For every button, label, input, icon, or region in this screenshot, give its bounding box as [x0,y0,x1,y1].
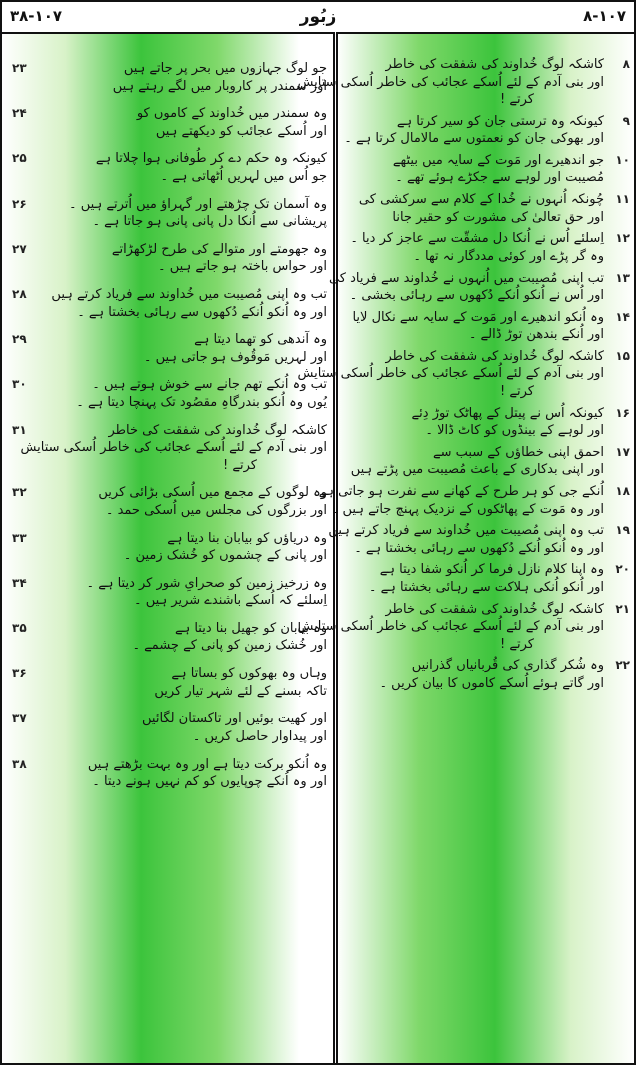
verse-line: کاشکہ لوگ خُداوند کی شفقت کی خاطر [108,422,327,438]
verse-number: ۲۰ [615,562,630,577]
verse-line: جو اُس میں لہریں اُٹھاتی ہے ۔ [160,168,327,184]
verse-line: تب اپنی مُصیبت میں اُنہوں نے خُداوند سے فریاد کی [328,270,604,286]
verse-line: اُنکے جی کو ہر طرح کے کھانے سے نفرت ہو جاتی ہے [318,484,604,499]
verse-line: اور وہ مَوت کے پھاٹکوں کے نزدیک پہنچ جاتے ہیں ۔ [330,501,604,517]
verse-number: ۳۸ [12,756,27,771]
verse-line: وہ شُکر گذاری کی قُربانیاں گذرانیں [411,658,604,674]
verse-line: اور بنی آدم کے لئے اُسکے عجائب کی خاطر اُسکی ستایش [297,619,604,635]
verse-line: وہ آسمان تک چڑھتے اور گہراؤ میں اُترتے ہیں ۔ [69,196,327,212]
verse-line: اور حواس باختہ ہو جاتے ہیں ۔ [158,259,327,275]
verse-number: ۳۶ [12,666,27,681]
left-column [2,32,333,1063]
header-verse-range-left: ۳۸-۱۰۷ [10,7,63,25]
verse-line: کاشکہ لوگ خُداوند کی شفقت کی خاطر [385,601,604,617]
verse-number: ۱۸ [615,484,630,498]
verse-line: اور اُسکے عجائب کو دیکھتے ہیں [155,123,327,139]
verse-line: اور پانی کے چشموں کو خُشک زمین ۔ [123,548,327,563]
verse-line: اور کھیت بوئیں اور تاکستان لگائیں [142,711,327,727]
verse-line: اور لہریں مَوقُوف ہو جاتی ہیں ۔ [143,349,327,365]
verse-number: ۲۲ [615,658,630,673]
verse-line: اور اُنکو اُنکی ہلاکت سے رہائی بخشتا ہے ۔ [368,579,604,595]
verse-number: ۱۴ [615,309,630,324]
verse-line: وہ دریاؤں کو بیابان بنا دیتا ہے [167,530,327,546]
verse-number: ۱۱ [615,192,630,207]
verse-line: اور اپنی بدکاری کے باعث مُصیبت میں پڑتے ہیں [350,462,604,478]
verse-line: اور حق تعالیٰ کی مشورت کو حقیر جانا [392,209,604,225]
page-title: زبُور [299,7,337,27]
verse-number-gutter [608,32,634,1063]
verse-number: ۱۲ [615,231,630,246]
verse-line: وہ اُنکو برکت دیتا ہے اور وہ بہت بڑھتے ہیں [87,756,327,772]
verse-line: تب وہ اپنی مُصیبت میں خُداوند سے فریاد کرتے ہیں [51,287,327,302]
verse-line: وہ اُنکو اندھیرے اور مَوت کے سایہ سے نکال لایا [352,309,604,325]
verse-line: وہ جھومتے اور متوالے کی طرح لڑکھڑاتے [111,241,327,257]
verse-line: اور وہ اُنکو اُنکے دُکھوں سے رہائی بخشتا ہے ۔ [77,304,327,320]
verse-number: ۸ [622,57,630,71]
verse-number: ۲۴ [12,106,27,121]
verse-number: ۱۷ [615,444,630,459]
verse-number: ۲۸ [12,287,27,301]
verse-line: کرتے ! [500,92,534,107]
page-header [2,2,634,34]
verse-line: اور بنی آدم کے لئے اُسکے عجائب کی خاطر اُسکی ستایش [20,440,327,456]
verse-line: اور اُنکے بندھن توڑ ڈالے ۔ [468,327,604,343]
verse-line: کرتے ! [500,383,534,399]
verse-line: وہ لوگوں کے مجمع میں اُسکی بڑائی کریں [98,485,327,501]
verse-line: چُونکہ اُنہوں نے خُدا کے کلام سے سرکشی کی [358,192,604,208]
verse-line: وہ بیابان کو جھیل بنا دیتا ہے [174,620,327,636]
verse-number: ۱۹ [615,523,630,538]
header-verse-range-right: ۸-۱۰۷ [583,7,626,25]
verse-line: تب وہ اپنی مُصیبت میں خُداوند سے فریاد کرتے ہیں [328,523,604,539]
verse-line: یُوں وہ اُنکو بندرگاہِ مقصُود تک پہنچا دیتا ہے ۔ [76,394,327,410]
verse-line: اِسلئے اُس نے اُنکا دل مشقّت سے عاجز کر دیا ۔ [350,231,604,247]
verse-line: وہ سمندر میں خُداوند کے کاموں کو [136,106,327,122]
verse-line: اور بنی آدم کے لئے اُسکے عجائب کی خاطر اُسکی ستایش [297,366,604,382]
verse-line: تب وہ اُنکے تھم جانے سے خوش ہوتے ہیں ۔ [92,377,327,393]
verse-line: احمق اپنی خطاؤں کے سبب سے [432,444,604,460]
verse-line: وہ زرخیز زمین کو صحرایِ شور کر دیتا ہے ۔ [86,575,327,591]
verse-number: ۳۷ [12,711,27,726]
verse-line: کیونکہ وہ ترستی جان کو سیر کرتا ہے [396,113,604,129]
verse-line: جو لوگ جہازوں میں بحر پر جاتے ہیں [123,61,327,76]
right-column [297,32,634,1063]
verse-line: وہاں وہ بھوکوں کو بساتا ہے [171,666,327,682]
verse-line: تاکہ بسنے کے لئے شہر تیار کریں [154,683,327,699]
verse-line: وہ گر پڑے اور کوئی مددگار نہ تھا ۔ [413,248,604,264]
verse-number: ۲۱ [615,601,630,616]
verse-line: وہ آندھی کو تھما دیتا ہے [194,332,327,348]
verse-number: ۲۵ [12,151,27,166]
verse-line: کیونکہ اُس نے پیتل کے پھاٹک توڑ دِئے [411,405,604,421]
verse-number: ۱۵ [615,348,630,363]
verse-number: ۱۶ [615,405,630,420]
verse-line: اور سمندر پر کاروبار میں لگے رہتے ہیں [112,78,327,94]
verse-number: ۳۵ [12,620,27,635]
verse-line: اور اُس نے اُنکو اُنکے دُکھوں سے رہائی بخشی ۔ [349,288,604,303]
verse-line: اور وہ اُنکے چوپایوں کو کم نہیں ہونے دیتا ۔ [92,774,327,789]
verse-line: جو اندھیرے اور مَوت کے سایہ میں بیٹھے [392,152,604,168]
verse-line: کیونکہ وہ حکم دے کر طُوفانی ہوا چلاتا ہے [95,151,327,167]
verse-line: پریشانی سے اُنکا دل پانی پانی ہو جاتا ہے ۔ [92,214,327,230]
verse-line: اور بنی آدم کے لئے اُسکے عجائب کی خاطر اُسکی ستایش [297,74,604,90]
verse-number: ۳۳ [12,530,27,545]
verse-number: ۲۷ [12,241,27,256]
verse-line: کرتے ! [223,457,257,473]
verse-line: اور وہ اُنکو اُنکے دُکھوں سے رہائی بخشتا ہے ۔ [354,540,604,556]
verse-number: ۳۱ [12,422,27,437]
verse-line: وہ اپنا کلام نازل فرما کر اُنکو شفا دیتا ہے [379,562,604,578]
verse-number: ۲۹ [12,332,27,347]
verse-line: کرتے ! [500,636,534,652]
verse-number: ۱۳ [615,270,630,285]
verse-number: ۳۴ [12,575,27,590]
verse-line: اور لوہے کے بینڈوں کو کاٹ ڈالا ۔ [425,423,604,439]
verse-number: ۲۳ [12,61,27,75]
verse-line: اور بزرگوں کی مجلس میں اُسکی حمد ۔ [105,502,327,518]
verse-number: ۳۲ [12,485,27,500]
verse-number: ۲۶ [12,196,27,211]
verse-line: اور پیداوار حاصل کریں ۔ [192,728,327,744]
verse-line: مُصیبت اور لوہے سے جکڑے ہوئے تھے ۔ [395,170,604,186]
verse-number: ۱۰ [615,152,630,167]
verse-number: ۳۰ [12,377,27,392]
verse-number-gutter [2,32,42,1063]
verse-number: ۹ [622,113,630,128]
verse-line: کاشکہ لوگ خُداوند کی شفقت کی خاطر [385,57,604,72]
verse-line: اور گاتے ہوئے اُسکے کاموں کا بیان کریں ۔ [379,675,604,691]
verse-line: اور خُشک زمین کو پانی کے چشمے ۔ [132,638,327,654]
verse-line: اِسلئے کہ اُسکے باشندے شریر ہیں ۔ [134,593,327,609]
verse-line: اور بھوکی جان کو نعمتوں سے مالامال کرتا ہے ۔ [344,131,604,147]
verse-line: کاشکہ لوگ خُداوند کی شفقت کی خاطر [385,348,604,364]
